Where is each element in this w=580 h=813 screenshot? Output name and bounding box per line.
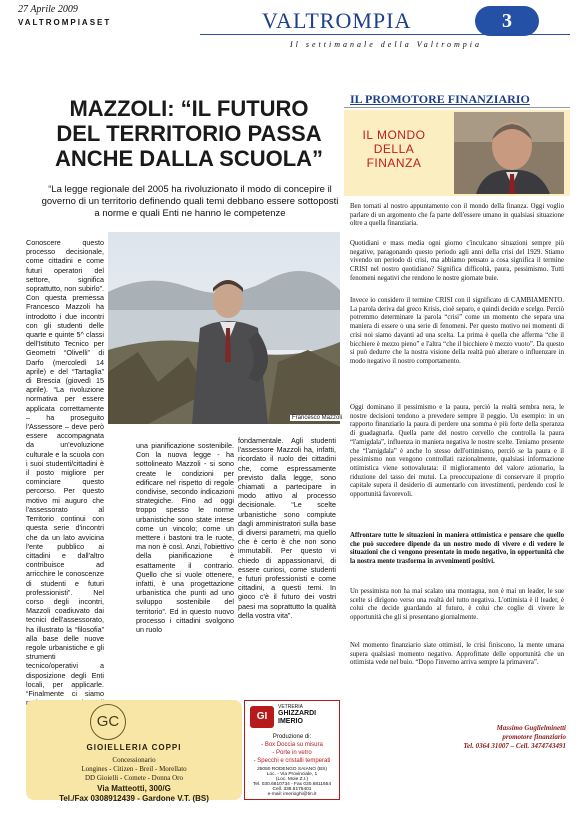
sidebar-paragraph-5: Affrontare tutte le situazioni in maniera ottimistica e pensare che quello che può succedere dipende da un nostro modo di vivere e di vedere le situazioni che ci vengono presentate in modo negativo, in opportunità che la nostra mente trasforma in avvenimenti positivi. bbox=[350, 532, 564, 566]
sidebar-paragraph-6: Un pessimista non ha mai scalato una montagna, non è mai un leader, le sue scelte si dirigono verso una realtà del tutto negativa. L'ottimista è il leader, è colui che decide guardando al futuro, è colui che coglie di vivere le opportunità che gli si presentano giornalmente. bbox=[350, 588, 564, 622]
article-column-1: Conoscere questo processo decisionale, come cittadini e come futuri operatori del settore, significa soprattutto, non subirlo”. Con questa premessa Francesco Mazzoli ha introdotto i due incontri con gli studenti delle quarte e quinte 5^ classi dell'Istituto Tecnico per Geometri “Olivelli” di Darfo (mercoledì 14 aprile) e del “Tartaglia” di Brescia (giovedì 15 aprile). “La rivoluzione normativa per essere applicata correttamente – ha proseguito l'Assessore – deve però essere accompagnata da un'evoluzione culturale e la scuola con i suoi studenti/cittadini è il posto migliore per cominciare questo percorso. Per questo motivo mi auguro che l'assessorato al Territorio continui con questa serie d'incontri che da un lato avvicina l'ente pubblico ai cittadini e dall'altro contribuisce ad arricchire le conoscenze di studenti e futuri professionisti”. Nel corso degli incontri, Mazzoli coadiuvato dai tecnici dell'assessorato, ha illustrato la “filosofia” alla base delle nuove regole urbanistiche e gli strumenti tecnico/operativi a disposizione degli Enti locali, per applicarle. “Finalmente ci siamo bbox=[26, 238, 104, 698]
masthead: VALTROMPIA bbox=[262, 8, 412, 33]
sidebar-paragraph-7: Nel momento finanziario siate ottimisti, le crisi finiscono, la mente umana supera qualsiasi momento negativo. Approfittate delle opportunità che un ottimista vede nel buio. “Dopo l'inverno arriva sempre la primavera”. bbox=[350, 642, 564, 667]
coppi-line-1: Concessionario bbox=[112, 756, 156, 764]
ghizzardi-addr-3: (Loc. Moie Z.I.) bbox=[275, 777, 309, 782]
article-lead: “La legge regionale del 2005 ha rivoluzionato il modo di concepire il governo di un territorio definendo quali temi debbano essere sottoposti a norme e quali Enti ne hanno le competenze bbox=[41, 184, 339, 219]
ghizzardi-addr-2: Loc. - Via Provinciale, 1 bbox=[266, 772, 318, 777]
banner-line-2: DELLA bbox=[373, 142, 415, 156]
coppi-name: GIOIELLERIA COPPI bbox=[86, 743, 182, 752]
headline-line-2: DEL TERRITORIO PASSA bbox=[56, 121, 322, 146]
headline-line-3: ANCHE DALLA SCUOLA” bbox=[54, 146, 324, 171]
author-photo bbox=[454, 112, 564, 194]
coppi-logo: GC bbox=[90, 704, 126, 740]
coppi-line-3: DD Gioielli - Comete - Donna Oro bbox=[85, 774, 183, 782]
article-photo bbox=[108, 232, 340, 424]
headline-line-1: MAZZOLI: “IL FUTURO bbox=[69, 96, 309, 121]
ghizzardi-produzione: Produzione di: bbox=[272, 734, 312, 740]
ghizzardi-addr-1: 25050 RODENGO SAIANO (BS) bbox=[257, 767, 327, 772]
sidebar-heading: IL PROMOTORE FINANZIARIO bbox=[344, 92, 570, 108]
ghizzardi-item-3: - Specchi e cristalli temperati bbox=[253, 758, 331, 764]
page-number: 3 bbox=[475, 6, 539, 36]
ghizzardi-logo: GI bbox=[250, 706, 274, 728]
ghizzardi-item-1: - Box Doccia su misura bbox=[261, 742, 323, 748]
sidebar-paragraph-2: Quotidiani e mass media ogni giorno c'inculcano situazioni sempre più negative, paragonando questo periodo agli anni della crisi del 1929. Stiamo vivendo un periodo di crisi, ma abbiamo pensato a cosa significa il termine CRISI nel nostro quotidiano? Significa difficoltà, paura, pessimismo. Tutti fenomeni negativi che rendono le nostre giornate buie. bbox=[350, 240, 564, 282]
ghizzardi-kicker: VETRERIA bbox=[278, 704, 304, 710]
photo-caption: Francesco Mazzoli bbox=[292, 415, 343, 421]
article-headline bbox=[44, 96, 334, 171]
ghizzardi-name-1: GHIZZARDI bbox=[278, 710, 317, 717]
ghizzardi-name-2: IMERIO bbox=[278, 718, 303, 725]
article-column-2: una pianificazione sostenibile. Con la nuova legge - ha sottolineato Mazzoli - si sono create le condizioni per edificare nel rispetto di regole condivise, secondo indicazioni strategiche. Fino ad oggi troppo spesso le norme urbanistiche sono state intese come un vincolo; come un mettere i bastoni tra le ruote, ma non è così. Anzi, l'obiettivo della pianificazione è esattamente il contrario. Quello che si vuole ottenere, infatti, è una progettazione urbanistica che punti ad uno sviluppo sostenibile del territorio”. Ed in questo nuovo processo i cittadini svolgono un ruolo bbox=[136, 441, 234, 635]
sidebar-paragraph-3: Invece io considero il termine CRISI con il significato di CAMBIAMENTO. La parola deriva dal greco Krisis, cioè separo, e quindi decido e scelgo. Perciò potremmo determinare la parola “crisi” come un momento che separa una maniera di essere o una serie di fenomeni. Per questo motivo nei momenti di crisi noi siamo davanti ad una scelta. La prima è quella che afferma “che il bicchiere è mezzo pieno” e l'altra “che il bicchiere è mezzo vuoto”. Da questo si può dedurre che la nostra visione della realtà può alterare o influenzare in modo negativo il nostro comportamento. bbox=[350, 297, 564, 365]
author-phone: Tel. 0364 31007 – Cell. 3474743491 bbox=[463, 742, 566, 750]
author-role: promotore finanziario bbox=[502, 733, 566, 741]
banner-line-1: IL MONDO bbox=[362, 128, 426, 142]
author-signature bbox=[420, 724, 566, 751]
brand-label: VALTROMPIASET bbox=[18, 18, 112, 27]
ghizzardi-item-2: - Porte in vetro bbox=[272, 750, 312, 756]
coppi-line-2: Longines - Citizen - Breil - Morellato bbox=[81, 765, 187, 773]
sidebar-paragraph-1: Ben tornati al nostro appuntamento con il mondo della finanza. Oggi voglio parlare di un argomento che fa parte dell'essere umano in qualsiasi situazione oltre a quella finanziaria. bbox=[350, 203, 564, 228]
article-column-3: fondamentale. Agli studenti l'assessore Mazzoli ha, infatti, ricordato il ruolo dei cittadini che, come espressamente previsto dalla legge, sono chiamati a partecipare in modo attivo al processo decisionale. “Le scelte urbanistiche sono compiute dagli amministratori sulla base di diversi parametri, ma quello che è certo è che non sono immutabili. Per questo vi chiedo di appassionarvi, di essere curiosi, come studenti e futuri professionisti e come cittadini, a questi temi. In gioco c'è il futuro dei vostri paesi ma soprattutto la qualità della vostra vita”. bbox=[238, 436, 336, 620]
author-name: Massimo Guglielminetti bbox=[496, 724, 566, 732]
masthead-subtitle: Il settimanale della Valtrompia bbox=[290, 40, 483, 49]
ghizzardi-addr-5: Cell. 338.6175401 bbox=[272, 787, 312, 792]
banner-line-3: FINANZA bbox=[366, 156, 422, 170]
ghizzardi-addr-6: e-mail: imerioghi@tin.it bbox=[267, 792, 317, 797]
issue-date: 27 Aprile 2009 bbox=[18, 4, 78, 15]
header-rule bbox=[200, 34, 570, 35]
sidebar-banner-title bbox=[354, 128, 434, 170]
coppi-address: Via Matteotti, 300/G bbox=[97, 784, 171, 793]
coppi-phone: Tel./Fax 0308912439 - Gardone V.T. (BS) bbox=[59, 794, 209, 803]
ghizzardi-addr-4: Tel. 030.6810734 - Fax 030.6811654 bbox=[252, 782, 332, 787]
sidebar-paragraph-4: Oggi dominano il pessimismo e la paura, perciò la realtà sembra nera, le nostre decisioni tendono a prevedere sempre il peggio. Un esempio: in un rapporto finanziario la paura di perdere una somma è più forte della speranza di guadagnarla. Quella parte del nostro cervello che controlla la paura “l'amigdala”, influenza in maniera negativa le nostre scelte. Teniamo presente che “l'amigdala” è anche lo stesso dell'ottimismo, perciò se la paura e il pessimismo non vengono controllati razionalmente, qualsiasi informazione ottimistica viene sottovalutata: il miglioramento del valore azionario, la riduzione del tasso dei mutui. La preoccupazione di conservare il proprio capitale supera il desiderio di aumentarlo con investimenti, perdendo così le opportunità favorevoli. bbox=[350, 404, 564, 499]
